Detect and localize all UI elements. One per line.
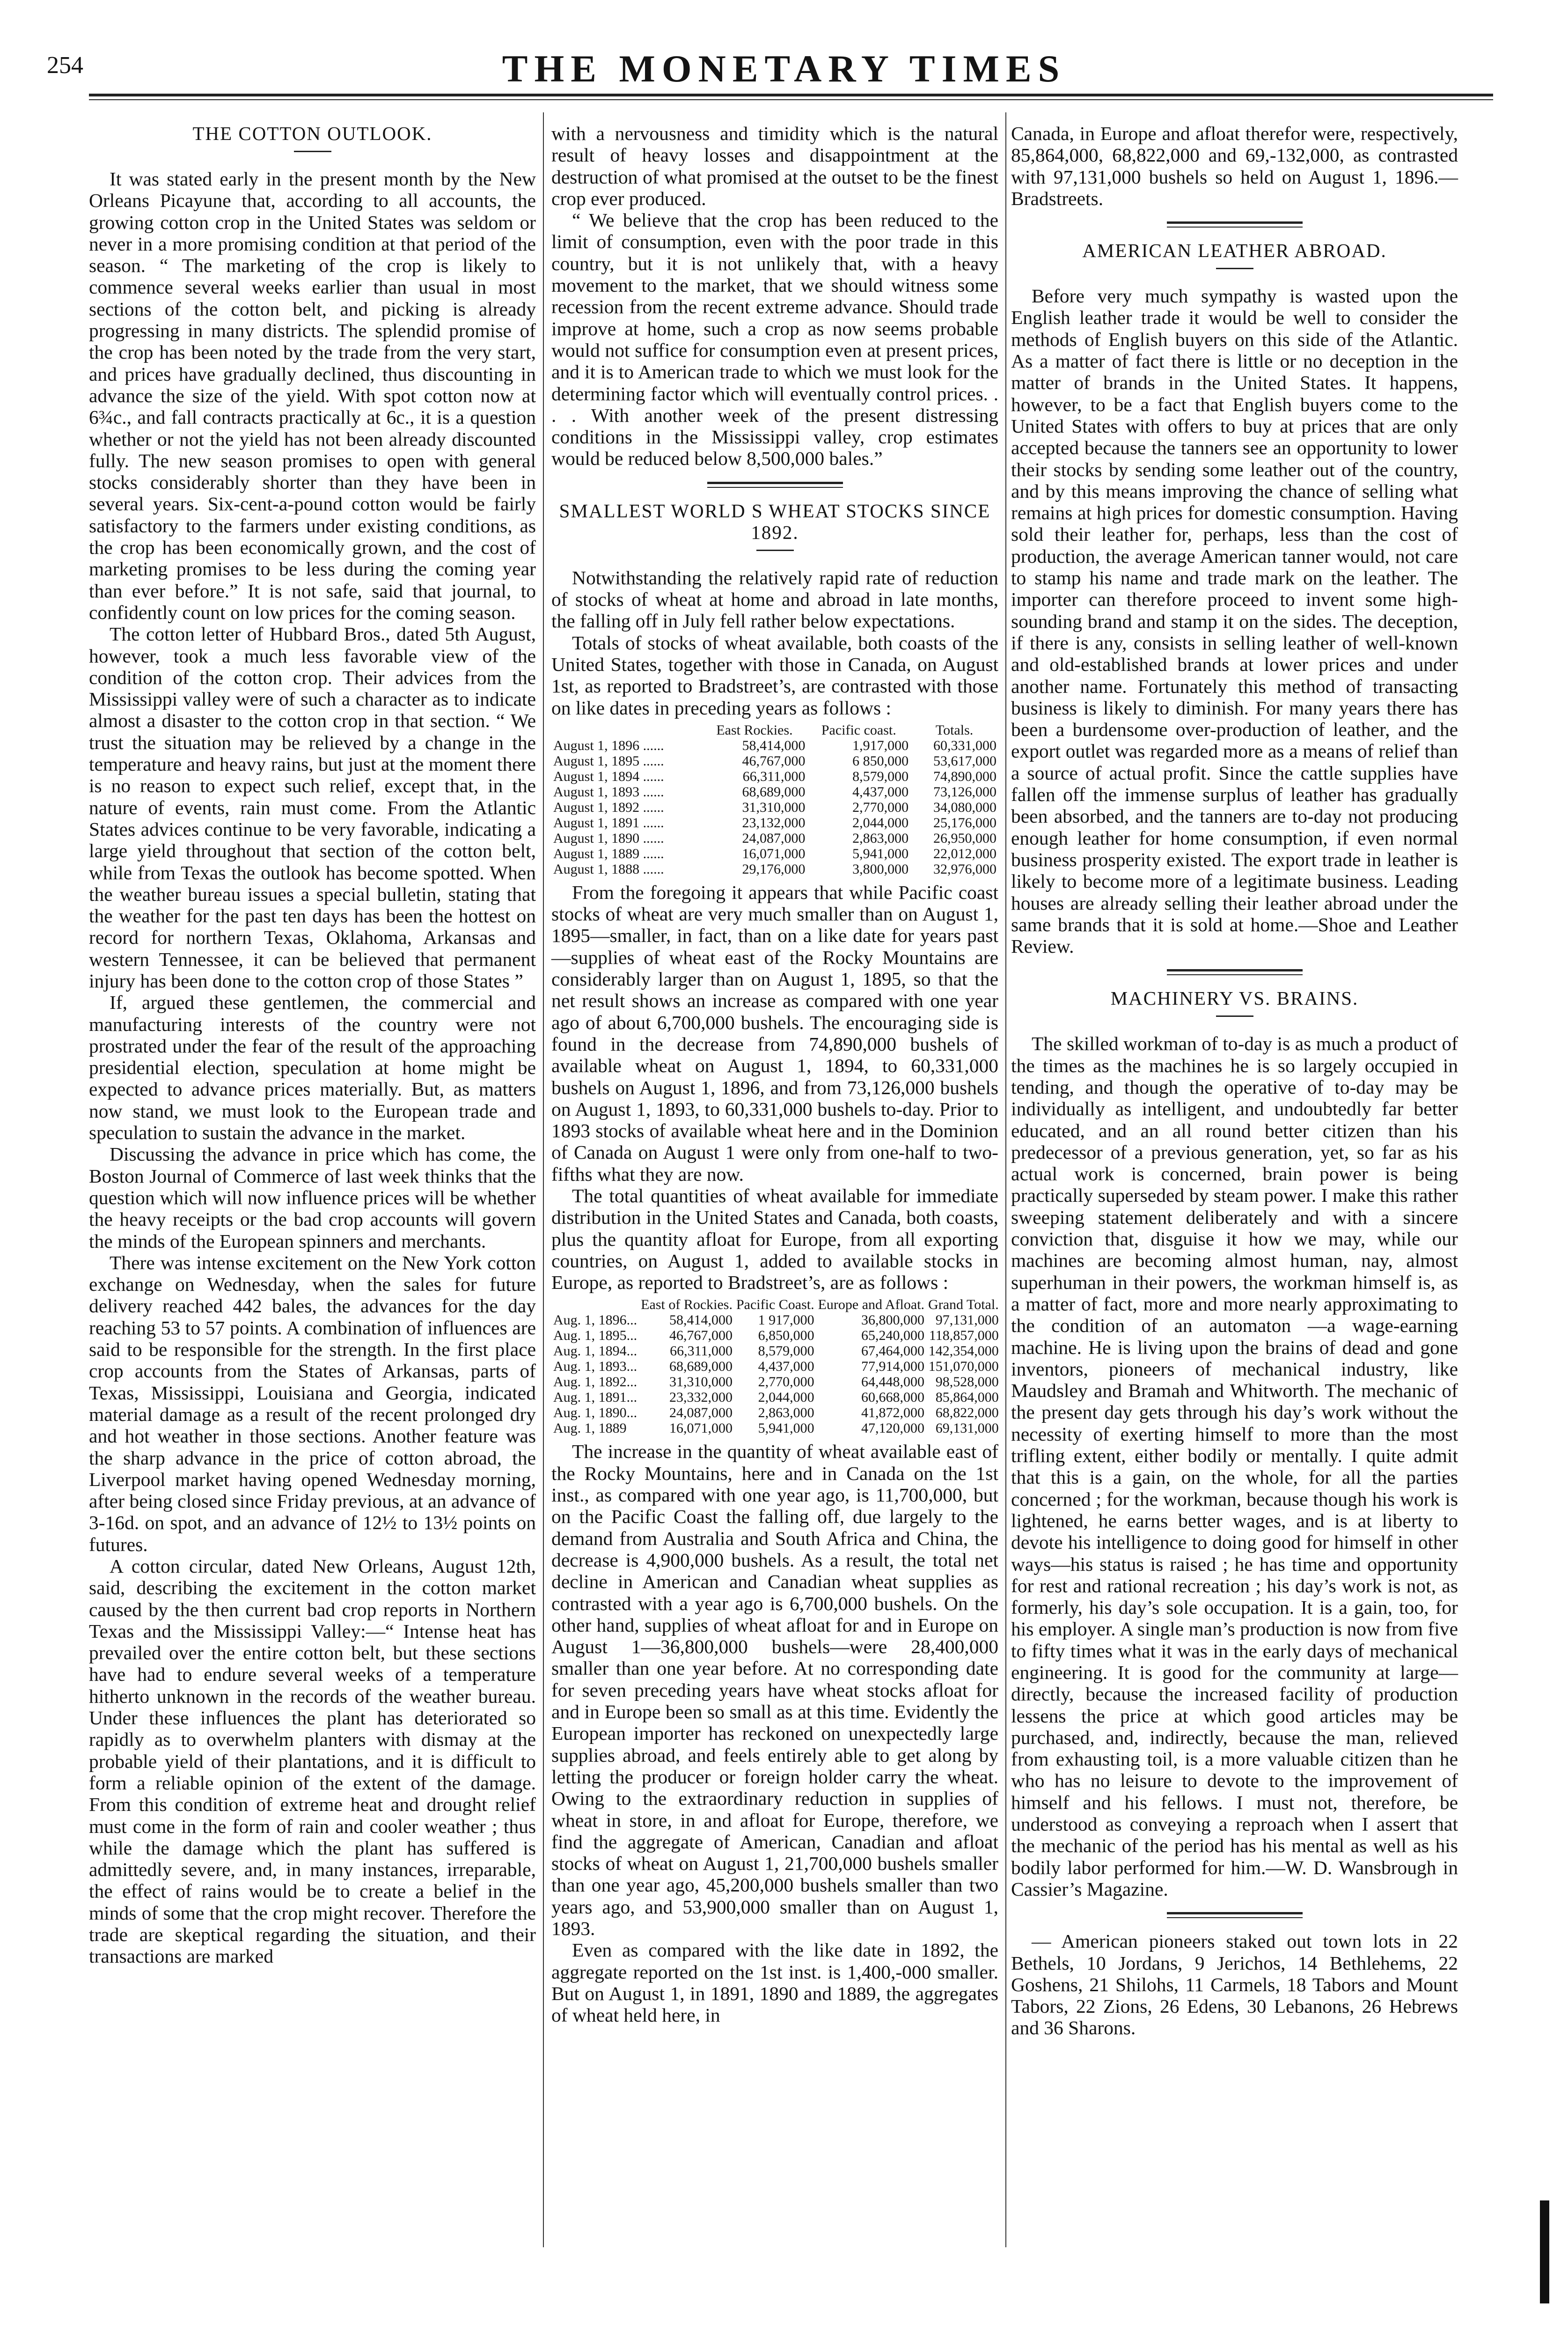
paragraph: “ We believe that the crop has been reduced to the limit of consumption, even with the poor trade in this country, but it is not unlikely that, with a heavy movement to the market, that we should witness some recession from the recent extreme advance. Should trade improve at home, such a crop as now seems probable would not suffice for consumption even at present prices, and it is to American trade to which we must look for the determining factor which will eventually control prices. . . . With another week of the present distressing conditions in the Mississippi valley, crop estimates would be reduced below 8,500,000 bales.” xyxy=(551,209,998,470)
table-row: Aug. 1, 1893... 68,689,000 4,437,000 77,914,000 151,070,000 xyxy=(553,1359,999,1375)
table-header: Grand Total. xyxy=(928,1297,999,1313)
table-row: August 1, 1896 ...... 58,414,000 1,917,000 60,331,000 xyxy=(553,737,996,753)
column-2 xyxy=(551,123,998,2026)
table-header xyxy=(551,1297,639,1312)
table-header: Pacific coast. xyxy=(821,722,896,738)
paragraph: The total quantities of wheat available for immediate distribution in the United States and Canada, both coasts, plus the quantity afloat for Europe, from all exporting countries, on August 1, added to available stocks in Europe, as reported to Bradstreet’s, are as follows : xyxy=(551,1184,998,1294)
table-row: Aug. 1, 1891... 23,332,000 2,044,000 60,668,000 85,864,000 xyxy=(553,1390,999,1405)
paragraph: The cotton letter of Hubbard Bros., dated 5th August, however, took a much less favorable view of the condition of the cotton crop. Their advices from the Mississippi valley were of such a character as to indicate almost a disaster to the cotton crop in that section. “ We trust the situation may be relieved by a change in the temperature and heavy rains, but just at the moment there is no reason to expect such relief, except that, in the nature of events, rain must come. From the Atlantic States advices continue to be very favorable, indicating a large yield throughout that section of the cotton belt, while from Texas the outlook has become spotted. When the weather bureau issues a special bulletin, stating that the weather for the past ten days has been the hottest on record for northern Texas, Oklahoma, Arkansas and western Tennessee, it can be believed that permanent injury has been done to the cotton crop of those States ” xyxy=(89,623,536,992)
article-heading: THE COTTON OUTLOOK. xyxy=(192,123,432,144)
heading-rule xyxy=(1216,268,1253,269)
table-row: Aug. 1, 1894... 66,311,000 8,579,000 67,464,000 142,354,000 xyxy=(553,1343,999,1359)
table-row: August 1, 1892 ...... 31,310,000 2,770,000 34,080,000 xyxy=(553,799,996,815)
column-divider xyxy=(1005,112,1006,2247)
table-row: Aug. 1, 1889 16,071,000 5,941,000 47,120,000 69,131,000 xyxy=(553,1420,999,1436)
section-rule xyxy=(1167,221,1303,228)
header-rule-thick xyxy=(89,94,1493,96)
header-rule-thin xyxy=(89,99,1493,100)
section-rule xyxy=(1167,1912,1303,1918)
heading-rule xyxy=(1216,1015,1253,1017)
table-header: East Rockies. xyxy=(716,722,793,738)
table-row: August 1, 1890 ...... 24,087,000 2,863,000 26,950,000 xyxy=(553,830,996,846)
heading-rule xyxy=(756,550,794,551)
publication-title: THE MONETARY TIMES xyxy=(502,47,1066,90)
paragraph: The increase in the quantity of wheat available east of the Rocky Mountains, here and in Canada on the 1st inst., as compared with one year ago, is 11,700,000, but on the Pacific Coast the falling off, due largely to the demand from Australia and South Africa and China, the decrease is 4,900,000 bushels. As a result, the total net decline in American and Canadian wheat supplies as contrasted with a year ago is 6,700,000 bushels. On the other hand, supplies of wheat afloat for and in Europe on August 1—36,800,000 bushels—were 28,400,000 smaller than one year before. At no corresponding date for seven preceding years have wheat stocks afloat for and in Europe been so small as at this time. Evidently the European importer has reckoned on unexpectedly large supplies abroad, and feels entirely able to get along by letting the producer or foreign holder carry the wheat. Owing to the extraordinary reduction in supplies of wheat in store, in and afloat for Europe, therefore, we find the aggregate of American, Canadian and afloat stocks of wheat on August 1, 21,700,000 bushels smaller than one year ago, 45,200,000 bushels smaller than two years ago, and 53,900,000 smaller than on August 1, 1893. xyxy=(551,1441,998,1939)
paragraph: From the foregoing it appears that while Pacific coast stocks of wheat are very much smaller than on August 1, 1895—smaller, in fact, than on a like date for years past—supplies of wheat east of the Rocky Mountains are considerably larger than on August 1, 1895, so that the net result shows an increase as compared with one year ago of about 6,700,000 bushels. The encouraging side is found in the decrease from 74,890,000 bushels of available wheat on August 1, 1894, to 60,331,000 bushels on August 1, 1896, and from 73,126,000 bushels on August 1, 1893, to 60,331,000 bushels to-day. Prior to 1893 stocks of available wheat here and in the Dominion of Canada on August 1 were only from one-half to two-fifths what they are now. xyxy=(551,881,998,1185)
table-row: Aug. 1, 1890... 24,087,000 2,863,000 41,872,000 68,822,000 xyxy=(553,1405,999,1421)
paragraph: The skilled workman of to-day is as much a product of the times as the machines he is so largely occupied in tending, and though the operative of to-day may be individually as intelligent, and undoubtedly far better educated, and an all round better citizen than his predecessor of a previous generation, yet, so far as his actual work is concerned, brain power is being practically superseded by steam power. I make this rather sweeping statement deliberately and with a sincere conviction that, disguise it how we may, while our machines are becoming almost human, nay, almost superhuman in their powers, the workman himself is, as a matter of fact, more and more nearly approximating to the condition of an automaton —a wage-earning machine. He is living upon the brains of dead and gone inventors, pioneers of mechanical industry, like Maudsley and Bramah and Whitworth. The mechanic of the present day gets through his day’s work without the necessity of exerting himself to more than the most trifling extent, either bodily or mentally. I quite admit that this is a gain, on the whole, for all the parties concerned ; for the workman, because though his work is lightened, he earns better wages, and is at liberty to devote his intelligence to doing good for himself in other ways—his status is raised ; he has time and opportunity for rest and rational recreation ; his day’s work is not, as formerly, his day’s sole occupation. It is a gain, too, for his employer. A single man’s production is now from five to fifty times what it was in the early days of mechanical engineering. It is good for the community at large—directly, because the increased facility of production lessens the price at which good articles may be purchased, and, indirectly, because the man, relieved from exhausting toil, is a more valuable citizen than he who has no leisure to devote to the improvement of himself and his fellows. I must not, therefore, be understood as conveying a reproach when I assert that the mechanic of the period has his mental as well as his bodily labor performed for him.—W. D. Wansbrough in Cassier’s Magazine. xyxy=(1011,1033,1458,1900)
paragraph: — American pioneers staked out town lots in 22 Bethels, 10 Jordans, 9 Jerichos, 14 Bethlehems, 22 Goshens, 21 Shilohs, 11 Carmels, 18 Tabors and Mount Tabors, 22 Zions, 26 Edens, 30 Lebanons, 26 Hebrews and 36 Sharons. xyxy=(1011,1930,1458,2039)
heading-rule xyxy=(294,151,331,152)
paragraph: A cotton circular, dated New Orleans, August 12th, said, describing the excitement in the cotton market caused by the then current bad crop reports in Northern Texas and the Mississippi Valley:—“ Intense heat has prevailed over the entire cotton belt, but these sections have had to endure several weeks of a temperature hitherto unknown in the records of the weather bureau. Under these influences the plant has deteriorated so rapidly as to overwhelm planters with dismay at the probable yield of their plantations, and it is difficult to form a reliable opinion of the extent of the damage. From this condition of extreme heat and drought relief must come in the form of rain and cooler weather ; thus while the damage which the plant has suffered is admittedly severe, and, in many instances, irreparable, the effect of rains would be to create a belief in the minds of some that the crop might recover. Therefore the trade are skeptical regarding the situation, and their transactions are marked xyxy=(89,1555,536,1967)
article-heading: MACHINERY VS. BRAINS. xyxy=(1110,987,1359,1009)
paragraph: Notwithstanding the relatively rapid rate of reduction of stocks of wheat at home and abroad in late months, the falling off in July fell rather below expectations. xyxy=(551,566,998,632)
table-row: Aug. 1, 1892... 31,310,000 2,770,000 64,448,000 98,528,000 xyxy=(553,1374,999,1390)
table-row: Aug. 1, 1896... 58,414,000 1 917,000 36,800,000 97,131,000 xyxy=(553,1312,999,1328)
table-header: Pacific Coast. xyxy=(736,1297,814,1313)
section-rule xyxy=(1167,969,1303,975)
paragraph: It was stated early in the present month by the New Orleans Picayune that, according to all accounts, the growing cotton crop in the United States was seldom or never in a more promising condition at that period of the season. “ The marketing of the crop is likely to commence several weeks earlier than usual in most sections of the cotton belt, and picking is already progressing in many districts. The splendid promise of the crop has been noted by the trade from the very start, and prices have gradually declined, thus discounting in advance the size of the yield. With spot cotton now at 6¾c., and fall contracts practically at 6c., it is a question whether or not the yield has not been already discounted fully. The new season promises to open with general stocks considerably shorter than they have been in several years. Six-cent-a-pound cotton would be fairly satisfactory to the farmers under existing conditions, as the crop has been economically grown, and the cost of marketing promises to be less during the coming year than ever before.” It is not safe, said that journal, to confidently count on low prices for the coming season. xyxy=(89,168,536,623)
column-divider xyxy=(543,112,544,2247)
table-header: Totals. xyxy=(935,722,974,738)
table-header xyxy=(551,722,702,738)
table-row: August 1, 1894 ...... 66,311,000 8,579,000 74,890,000 xyxy=(553,768,996,784)
paragraph: There was intense excitement on the New York cotton exchange on Wednesday, when the sales for future delivery reached 442 bales, the advances for the day reaching 53 to 57 points. A combination of influences are said to be responsible for the strength. In the first place crop accounts from the States of Arkansas, parts of Texas, Mississippi, Louisiana and Georgia, indicated material damage as a result of the recent prolonged dry and hot weather in those sections. Another feature was the sharp advance in the price of cotton abroad, the Liverpool market having opened Wednesday morning, after being closed since Friday previous, at an advance of 3-16d. on spot, and an advance of 12½ to 13½ points on futures. xyxy=(89,1251,536,1555)
table-row: August 1, 1889 ...... 16,071,000 5,941,000 22,012,000 xyxy=(553,846,996,861)
column-1 xyxy=(89,123,536,1967)
paragraph: with a nervousness and timidity which is the natural result of heavy losses and disappointment at the destruction of what promised at the outset to be the finest crop ever produced. xyxy=(551,123,998,209)
article-heading: SMALLEST WORLD S WHEAT STOCKS SINCE 1892. xyxy=(559,500,991,543)
paragraph: Even as compared with the like date in 1892, the aggregate reported on the 1st inst. is 1,400,-000 smaller. But on August 1, in 1891, 1890 and 1889, the aggregates of wheat held here, in xyxy=(551,1939,998,2026)
table-row: August 1, 1895 ...... 46,767,000 6 850,000 53,617,000 xyxy=(553,753,996,769)
wheat-totals-table xyxy=(551,1297,1001,1436)
table-header: Europe and Afloat. xyxy=(818,1297,925,1313)
table-row: August 1, 1893 ...... 68,689,000 4,437,000 73,126,000 xyxy=(553,784,996,800)
wheat-stocks-table xyxy=(551,722,998,877)
table-row: Aug. 1, 1895... 46,767,000 6,850,000 65,240,000 118,857,000 xyxy=(553,1328,999,1344)
page-number: 254 xyxy=(47,52,83,79)
table-row: August 1, 1891 ...... 23,132,000 2,044,000 25,176,000 xyxy=(553,815,996,831)
article-heading: AMERICAN LEATHER ABROAD. xyxy=(1082,240,1387,262)
paragraph: If, argued these gentlemen, the commercial and manufacturing interests of the country were not prostrated under the fear of the result of the approaching presidential election, speculation at home might be expected to advance prices materially. But, as matters now stand, we must look to the European trade and speculation to sustain the advance in the market. xyxy=(89,992,536,1144)
paragraph: Before very much sympathy is wasted upon the English leather trade it would be well to consider the methods of English buyers on this side of the Atlantic. As a matter of fact there is little or no deception in the matter of brands in the United States. It happens, however, to be a fact that English buyers come to the United States with offers to buy at prices that are only accepted because the tanners see an opportunity to lower their stocks by sending some leather out of the country, and by this means improving the chance of selling what remains at high prices for domestic consumption. Having sold their leather for, perhaps, less than the cost of production, the average American tanner would, not care to stamp his name and trade mark on the leather. The importer can therefore proceed to invent some high-sounding brand and stamp it on the sides. The deception, if there is any, consists in selling leather of well-known and old-established brands at lower prices and under another name. Fortunately this method of transacting business is likely to diminish. For many years there has been a burdensome over-production of leather, and the export outlet was regarded more as a means of relief than a source of actual profit. Since the cattle supplies have fallen off the immense surplus of leather has gradually been absorbed, and the tanners are to-day not producing enough leather for home consumption, if even normal business prosperity existed. The export trade in leather is likely to become more of a legitimate business. Leading houses are already selling their leather abroad under the same brands that it is sold at home.—Shoe and Leather Review. xyxy=(1011,285,1458,957)
page-edge-mark xyxy=(1540,2200,1549,2303)
section-rule xyxy=(707,482,843,488)
paragraph: Totals of stocks of wheat available, both coasts of the United States, together with those in Canada, on August 1st, as reported to Bradstreet’s, are contrasted with those on like dates in preceding years as follows : xyxy=(551,632,998,719)
paragraph: Canada, in Europe and afloat therefor were, respectively, 85,864,000, 68,822,000 and 69,-132,000, as contrasted with 97,131,000 bushels so held on August 1, 1896.—Bradstreets. xyxy=(1011,123,1458,209)
paragraph: Discussing the advance in price which has come, the Boston Journal of Commerce of last week thinks that the question which will now influence prices will be whether the heavy receipts or the bad crop accounts will govern the minds of the European spinners and merchants. xyxy=(89,1143,536,1252)
table-row: August 1, 1888 ...... 29,176,000 3,800,000 32,976,000 xyxy=(553,861,996,877)
table-header: East of Rockies. xyxy=(641,1297,733,1313)
column-3 xyxy=(1011,123,1458,2039)
